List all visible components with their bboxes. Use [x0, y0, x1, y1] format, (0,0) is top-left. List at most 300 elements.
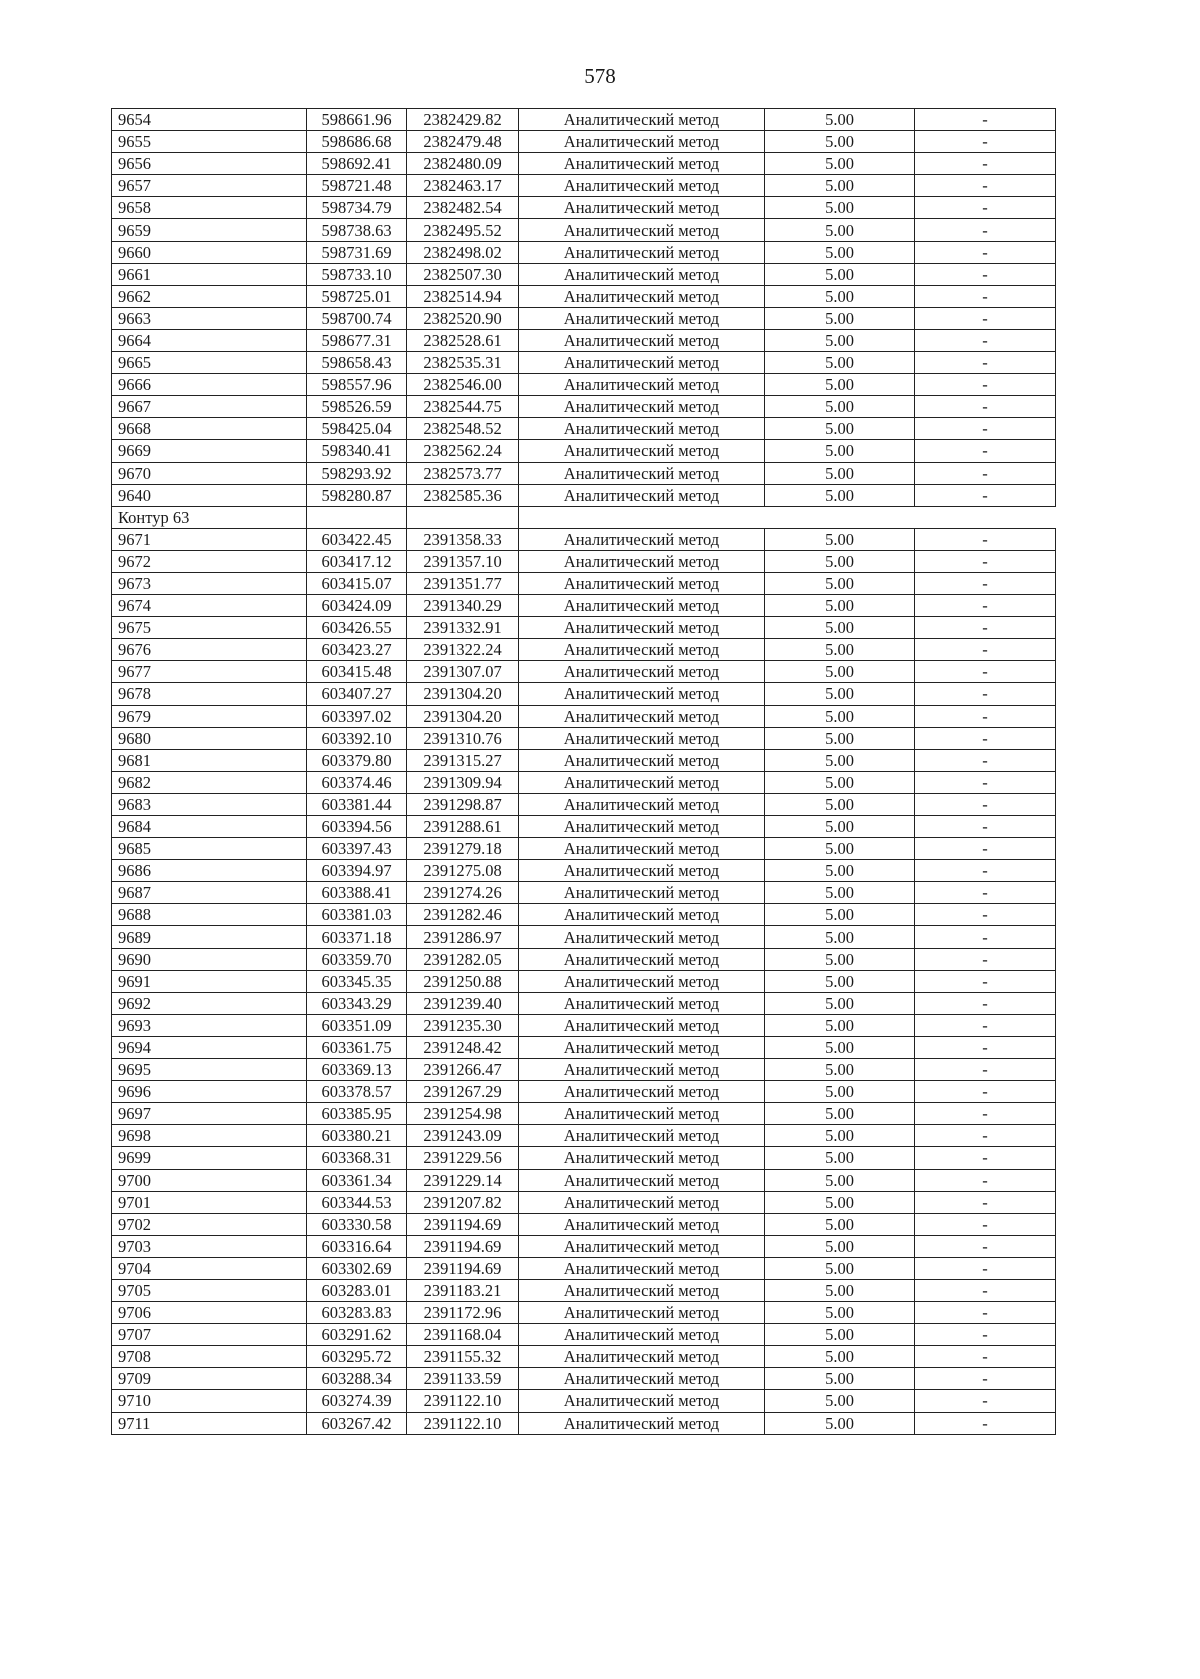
- method-cell: Аналитический метод: [519, 374, 765, 396]
- note-cell: -: [915, 1036, 1056, 1058]
- y-coordinate-cell: 2391248.42: [407, 1036, 519, 1058]
- point-number-cell: 9656: [112, 153, 307, 175]
- y-coordinate-cell: 2382479.48: [407, 131, 519, 153]
- y-coordinate-cell: 2391194.69: [407, 1257, 519, 1279]
- y-coordinate-cell: 2391194.69: [407, 1235, 519, 1257]
- method-cell: Аналитический метод: [519, 1059, 765, 1081]
- table-row: [112, 1412, 1056, 1434]
- point-number-cell: 9660: [112, 241, 307, 263]
- x-coordinate-cell: 603267.42: [307, 1412, 407, 1434]
- note-cell: -: [915, 1125, 1056, 1147]
- method-cell: Аналитический метод: [519, 1081, 765, 1103]
- method-cell: Аналитический метод: [519, 705, 765, 727]
- x-coordinate-cell: 603343.29: [307, 992, 407, 1014]
- y-coordinate-cell: 2391286.97: [407, 926, 519, 948]
- note-cell: -: [915, 838, 1056, 860]
- note-cell: -: [915, 926, 1056, 948]
- method-cell: Аналитический метод: [519, 131, 765, 153]
- note-cell: -: [915, 1346, 1056, 1368]
- note-cell: -: [915, 550, 1056, 572]
- point-number-cell: 9654: [112, 109, 307, 131]
- note-cell: -: [915, 153, 1056, 175]
- y-coordinate-cell: 2382498.02: [407, 241, 519, 263]
- precision-cell: 5.00: [765, 219, 915, 241]
- method-cell: Аналитический метод: [519, 528, 765, 550]
- precision-cell: 5.00: [765, 484, 915, 506]
- note-cell: -: [915, 528, 1056, 550]
- point-number-cell: 9676: [112, 639, 307, 661]
- note-cell: -: [915, 1169, 1056, 1191]
- table-row: [112, 175, 1056, 197]
- note-cell: -: [915, 285, 1056, 307]
- point-number-cell: 9668: [112, 418, 307, 440]
- precision-cell: 5.00: [765, 352, 915, 374]
- note-cell: -: [915, 904, 1056, 926]
- x-coordinate-cell: 598280.87: [307, 484, 407, 506]
- point-number-cell: 9655: [112, 131, 307, 153]
- point-number-cell: 9687: [112, 882, 307, 904]
- method-cell: Аналитический метод: [519, 484, 765, 506]
- precision-cell: 5.00: [765, 197, 915, 219]
- precision-cell: 5.00: [765, 572, 915, 594]
- y-coordinate-cell: 2382429.82: [407, 109, 519, 131]
- x-coordinate-cell: 598425.04: [307, 418, 407, 440]
- x-coordinate-cell: 603415.07: [307, 572, 407, 594]
- y-coordinate-cell: 2391351.77: [407, 572, 519, 594]
- point-number-cell: 9684: [112, 816, 307, 838]
- table-row: [112, 263, 1056, 285]
- note-cell: -: [915, 374, 1056, 396]
- x-coordinate-cell: 603274.39: [307, 1390, 407, 1412]
- y-coordinate-cell: 2391304.20: [407, 683, 519, 705]
- y-coordinate-cell: 2382495.52: [407, 219, 519, 241]
- note-cell: -: [915, 595, 1056, 617]
- table-row: [112, 1125, 1056, 1147]
- y-coordinate-cell: 2391358.33: [407, 528, 519, 550]
- precision-cell: 5.00: [765, 838, 915, 860]
- precision-cell: 5.00: [765, 1169, 915, 1191]
- precision-cell: 5.00: [765, 1412, 915, 1434]
- y-coordinate-cell: 2391357.10: [407, 550, 519, 572]
- point-number-cell: 9683: [112, 793, 307, 815]
- point-number-cell: 9696: [112, 1081, 307, 1103]
- precision-cell: 5.00: [765, 307, 915, 329]
- precision-cell: 5.00: [765, 948, 915, 970]
- point-number-cell: 9669: [112, 440, 307, 462]
- method-cell: Аналитический метод: [519, 418, 765, 440]
- y-coordinate-cell: 2391310.76: [407, 727, 519, 749]
- method-cell: Аналитический метод: [519, 1235, 765, 1257]
- method-cell: Аналитический метод: [519, 1191, 765, 1213]
- y-coordinate-cell: 2391309.94: [407, 771, 519, 793]
- y-coordinate-cell: 2391304.20: [407, 705, 519, 727]
- precision-cell: 5.00: [765, 1302, 915, 1324]
- point-number-cell: 9704: [112, 1257, 307, 1279]
- x-coordinate-cell: 603426.55: [307, 617, 407, 639]
- x-coordinate-cell: 603330.58: [307, 1213, 407, 1235]
- precision-cell: 5.00: [765, 1279, 915, 1301]
- table-row: [112, 374, 1056, 396]
- note-cell: -: [915, 329, 1056, 351]
- note-cell: -: [915, 418, 1056, 440]
- point-number-cell: 9698: [112, 1125, 307, 1147]
- y-coordinate-cell: 2391243.09: [407, 1125, 519, 1147]
- method-cell: Аналитический метод: [519, 838, 765, 860]
- x-coordinate-cell: 603369.13: [307, 1059, 407, 1081]
- x-coordinate-cell: 603359.70: [307, 948, 407, 970]
- x-coordinate-cell: 603415.48: [307, 661, 407, 683]
- x-coordinate-cell: 603302.69: [307, 1257, 407, 1279]
- method-cell: Аналитический метод: [519, 749, 765, 771]
- table-row: [112, 882, 1056, 904]
- y-coordinate-cell: 2391172.96: [407, 1302, 519, 1324]
- coordinates-table-body: [112, 109, 1056, 1435]
- table-row: [112, 1302, 1056, 1324]
- point-number-cell: 9657: [112, 175, 307, 197]
- point-number-cell: 9709: [112, 1368, 307, 1390]
- y-coordinate-cell: 2391322.24: [407, 639, 519, 661]
- x-coordinate-cell: 598677.31: [307, 329, 407, 351]
- table-row: [112, 1014, 1056, 1036]
- note-cell: -: [915, 992, 1056, 1014]
- method-cell: Аналитический метод: [519, 970, 765, 992]
- precision-cell: 5.00: [765, 175, 915, 197]
- y-coordinate-cell: 2391229.56: [407, 1147, 519, 1169]
- y-coordinate-cell: 2391279.18: [407, 838, 519, 860]
- y-coordinate-cell: 2382535.31: [407, 352, 519, 374]
- table-row: [112, 970, 1056, 992]
- x-coordinate-cell: 598686.68: [307, 131, 407, 153]
- point-number-cell: 9666: [112, 374, 307, 396]
- table-row: [112, 550, 1056, 572]
- x-coordinate-cell: 598734.79: [307, 197, 407, 219]
- point-number-cell: 9691: [112, 970, 307, 992]
- table-row: [112, 793, 1056, 815]
- table-row: [112, 1368, 1056, 1390]
- note-cell: -: [915, 705, 1056, 727]
- x-coordinate-cell: 603283.83: [307, 1302, 407, 1324]
- note-cell: -: [915, 970, 1056, 992]
- y-coordinate-cell: 2391229.14: [407, 1169, 519, 1191]
- point-number-cell: 9678: [112, 683, 307, 705]
- note-cell: -: [915, 860, 1056, 882]
- y-coordinate-cell: 2391183.21: [407, 1279, 519, 1301]
- precision-cell: 5.00: [765, 926, 915, 948]
- note-cell: -: [915, 131, 1056, 153]
- table-row: [112, 197, 1056, 219]
- table-row: [112, 1235, 1056, 1257]
- method-cell: Аналитический метод: [519, 175, 765, 197]
- precision-cell: 5.00: [765, 639, 915, 661]
- method-cell: Аналитический метод: [519, 1368, 765, 1390]
- note-cell: -: [915, 1324, 1056, 1346]
- method-cell: Аналитический метод: [519, 793, 765, 815]
- note-cell: -: [915, 1302, 1056, 1324]
- y-coordinate-cell: 2382544.75: [407, 396, 519, 418]
- method-cell: Аналитический метод: [519, 1346, 765, 1368]
- note-cell: -: [915, 816, 1056, 838]
- method-cell: Аналитический метод: [519, 1014, 765, 1036]
- note-cell: -: [915, 1213, 1056, 1235]
- method-cell: Аналитический метод: [519, 241, 765, 263]
- note-cell: -: [915, 462, 1056, 484]
- y-coordinate-cell: 2382520.90: [407, 307, 519, 329]
- method-cell: Аналитический метод: [519, 771, 765, 793]
- note-cell: -: [915, 727, 1056, 749]
- note-cell: -: [915, 1235, 1056, 1257]
- precision-cell: 5.00: [765, 1081, 915, 1103]
- x-coordinate-cell: 603394.97: [307, 860, 407, 882]
- note-cell: -: [915, 440, 1056, 462]
- precision-cell: 5.00: [765, 793, 915, 815]
- y-coordinate-cell: 2391274.26: [407, 882, 519, 904]
- y-coordinate-cell: 2382482.54: [407, 197, 519, 219]
- point-number-cell: 9685: [112, 838, 307, 860]
- x-coordinate-cell: 603417.12: [307, 550, 407, 572]
- point-number-cell: 9659: [112, 219, 307, 241]
- method-cell: Аналитический метод: [519, 1412, 765, 1434]
- point-number-cell: 9707: [112, 1324, 307, 1346]
- y-coordinate-cell: 2391267.29: [407, 1081, 519, 1103]
- note-cell: -: [915, 219, 1056, 241]
- precision-cell: 5.00: [765, 771, 915, 793]
- x-coordinate-cell: 603394.56: [307, 816, 407, 838]
- point-number-cell: 9679: [112, 705, 307, 727]
- precision-cell: 5.00: [765, 1059, 915, 1081]
- note-cell: -: [915, 1412, 1056, 1434]
- precision-cell: 5.00: [765, 1368, 915, 1390]
- y-coordinate-cell: 2391207.82: [407, 1191, 519, 1213]
- precision-cell: 5.00: [765, 882, 915, 904]
- table-row: [112, 1346, 1056, 1368]
- precision-cell: 5.00: [765, 285, 915, 307]
- table-row: [112, 727, 1056, 749]
- x-coordinate-cell: 603385.95: [307, 1103, 407, 1125]
- precision-cell: 5.00: [765, 727, 915, 749]
- method-cell: Аналитический метод: [519, 440, 765, 462]
- point-number-cell: 9699: [112, 1147, 307, 1169]
- note-cell: -: [915, 197, 1056, 219]
- table-row: [112, 352, 1056, 374]
- precision-cell: 5.00: [765, 528, 915, 550]
- precision-cell: 5.00: [765, 860, 915, 882]
- table-row: [112, 1169, 1056, 1191]
- x-coordinate-cell: 603379.80: [307, 749, 407, 771]
- precision-cell: 5.00: [765, 396, 915, 418]
- x-coordinate-cell: 598293.92: [307, 462, 407, 484]
- precision-cell: 5.00: [765, 1346, 915, 1368]
- method-cell: Аналитический метод: [519, 926, 765, 948]
- table-row: [112, 992, 1056, 1014]
- note-cell: -: [915, 661, 1056, 683]
- y-coordinate-cell: 2382548.52: [407, 418, 519, 440]
- table-row: [112, 683, 1056, 705]
- precision-cell: 5.00: [765, 595, 915, 617]
- precision-cell: 5.00: [765, 1213, 915, 1235]
- table-row: [112, 771, 1056, 793]
- note-cell: -: [915, 882, 1056, 904]
- x-coordinate-cell: 603423.27: [307, 639, 407, 661]
- x-coordinate-cell: 603291.62: [307, 1324, 407, 1346]
- note-cell: -: [915, 771, 1056, 793]
- y-coordinate-cell: 2391122.10: [407, 1390, 519, 1412]
- precision-cell: 5.00: [765, 418, 915, 440]
- x-coordinate-cell: 603424.09: [307, 595, 407, 617]
- precision-cell: 5.00: [765, 970, 915, 992]
- precision-cell: 5.00: [765, 440, 915, 462]
- precision-cell: 5.00: [765, 1257, 915, 1279]
- method-cell: Аналитический метод: [519, 1279, 765, 1301]
- section-label: Контур 63: [112, 506, 307, 528]
- point-number-cell: 9682: [112, 771, 307, 793]
- y-coordinate-cell: 2382585.36: [407, 484, 519, 506]
- method-cell: Аналитический метод: [519, 1147, 765, 1169]
- note-cell: -: [915, 352, 1056, 374]
- x-coordinate-cell: 603344.53: [307, 1191, 407, 1213]
- precision-cell: 5.00: [765, 462, 915, 484]
- table-row: [112, 528, 1056, 550]
- table-row: [112, 307, 1056, 329]
- point-number-cell: 9673: [112, 572, 307, 594]
- table-row: [112, 1147, 1056, 1169]
- point-number-cell: 9663: [112, 307, 307, 329]
- x-coordinate-cell: 598738.63: [307, 219, 407, 241]
- y-coordinate-cell: 2391133.59: [407, 1368, 519, 1390]
- y-coordinate-cell: 2391288.61: [407, 816, 519, 838]
- point-number-cell: 9662: [112, 285, 307, 307]
- precision-cell: 5.00: [765, 550, 915, 572]
- table-row: [112, 153, 1056, 175]
- table-row: [112, 285, 1056, 307]
- point-number-cell: 9661: [112, 263, 307, 285]
- x-coordinate-cell: 603392.10: [307, 727, 407, 749]
- x-coordinate-cell: 603380.21: [307, 1125, 407, 1147]
- table-row: [112, 1279, 1056, 1301]
- note-cell: -: [915, 1103, 1056, 1125]
- point-number-cell: 9697: [112, 1103, 307, 1125]
- point-number-cell: 9692: [112, 992, 307, 1014]
- point-number-cell: 9703: [112, 1235, 307, 1257]
- x-coordinate-cell: 598721.48: [307, 175, 407, 197]
- note-cell: -: [915, 1191, 1056, 1213]
- precision-cell: 5.00: [765, 1235, 915, 1257]
- x-coordinate-cell: 603351.09: [307, 1014, 407, 1036]
- note-cell: -: [915, 617, 1056, 639]
- x-coordinate-cell: 603316.64: [307, 1235, 407, 1257]
- y-coordinate-cell: 2391282.46: [407, 904, 519, 926]
- method-cell: Аналитический метод: [519, 617, 765, 639]
- note-cell: -: [915, 263, 1056, 285]
- precision-cell: 5.00: [765, 617, 915, 639]
- table-row: [112, 1257, 1056, 1279]
- precision-cell: 5.00: [765, 241, 915, 263]
- y-coordinate-cell: 2391282.05: [407, 948, 519, 970]
- precision-cell: 5.00: [765, 683, 915, 705]
- method-cell: Аналитический метод: [519, 904, 765, 926]
- y-coordinate-cell: 2391254.98: [407, 1103, 519, 1125]
- table-row: [112, 396, 1056, 418]
- precision-cell: 5.00: [765, 661, 915, 683]
- method-cell: Аналитический метод: [519, 1169, 765, 1191]
- note-cell: -: [915, 1390, 1056, 1412]
- table-row: [112, 484, 1056, 506]
- point-number-cell: 9686: [112, 860, 307, 882]
- x-coordinate-cell: 603283.01: [307, 1279, 407, 1301]
- point-number-cell: 9700: [112, 1169, 307, 1191]
- precision-cell: 5.00: [765, 1390, 915, 1412]
- note-cell: -: [915, 639, 1056, 661]
- precision-cell: 5.00: [765, 1036, 915, 1058]
- point-number-cell: 9689: [112, 926, 307, 948]
- x-coordinate-cell: 603295.72: [307, 1346, 407, 1368]
- precision-cell: 5.00: [765, 1191, 915, 1213]
- precision-cell: 5.00: [765, 263, 915, 285]
- point-number-cell: 9693: [112, 1014, 307, 1036]
- method-cell: Аналитический метод: [519, 462, 765, 484]
- point-number-cell: 9671: [112, 528, 307, 550]
- x-coordinate-cell: 598733.10: [307, 263, 407, 285]
- x-coordinate-cell: 603388.41: [307, 882, 407, 904]
- table-row: [112, 462, 1056, 484]
- section-empty-cell: [307, 506, 407, 528]
- method-cell: Аналитический метод: [519, 860, 765, 882]
- point-number-cell: 9681: [112, 749, 307, 771]
- x-coordinate-cell: 603381.03: [307, 904, 407, 926]
- method-cell: Аналитический метод: [519, 1125, 765, 1147]
- note-cell: -: [915, 793, 1056, 815]
- method-cell: Аналитический метод: [519, 948, 765, 970]
- table-row: [112, 572, 1056, 594]
- x-coordinate-cell: 603361.34: [307, 1169, 407, 1191]
- point-number-cell: 9705: [112, 1279, 307, 1301]
- precision-cell: 5.00: [765, 374, 915, 396]
- x-coordinate-cell: 603374.46: [307, 771, 407, 793]
- precision-cell: 5.00: [765, 705, 915, 727]
- method-cell: Аналитический метод: [519, 1103, 765, 1125]
- x-coordinate-cell: 603397.43: [307, 838, 407, 860]
- note-cell: -: [915, 683, 1056, 705]
- point-number-cell: 9675: [112, 617, 307, 639]
- table-row: [112, 1213, 1056, 1235]
- point-number-cell: 9694: [112, 1036, 307, 1058]
- precision-cell: 5.00: [765, 153, 915, 175]
- method-cell: Аналитический метод: [519, 109, 765, 131]
- method-cell: Аналитический метод: [519, 727, 765, 749]
- precision-cell: 5.00: [765, 329, 915, 351]
- y-coordinate-cell: 2391332.91: [407, 617, 519, 639]
- y-coordinate-cell: 2382546.00: [407, 374, 519, 396]
- precision-cell: 5.00: [765, 1103, 915, 1125]
- point-number-cell: 9674: [112, 595, 307, 617]
- method-cell: Аналитический метод: [519, 639, 765, 661]
- method-cell: Аналитический метод: [519, 352, 765, 374]
- y-coordinate-cell: 2391315.27: [407, 749, 519, 771]
- method-cell: Аналитический метод: [519, 1257, 765, 1279]
- precision-cell: 5.00: [765, 1014, 915, 1036]
- point-number-cell: 9688: [112, 904, 307, 926]
- y-coordinate-cell: 2391275.08: [407, 860, 519, 882]
- point-number-cell: 9706: [112, 1302, 307, 1324]
- note-cell: -: [915, 948, 1056, 970]
- point-number-cell: 9667: [112, 396, 307, 418]
- point-number-cell: 9665: [112, 352, 307, 374]
- y-coordinate-cell: 2391266.47: [407, 1059, 519, 1081]
- point-number-cell: 9658: [112, 197, 307, 219]
- table-row: [112, 595, 1056, 617]
- table-row: [112, 1103, 1056, 1125]
- table-row: [112, 948, 1056, 970]
- note-cell: -: [915, 1081, 1056, 1103]
